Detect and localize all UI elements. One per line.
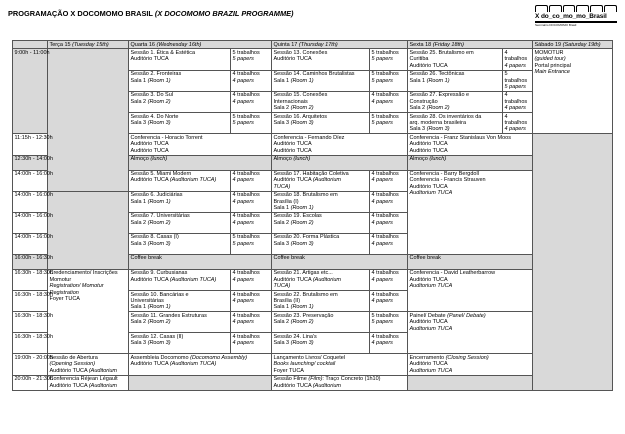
session-cell: Sessão 23. Preservação Sala 2 (Room 2) (272, 312, 370, 333)
time-cell: 16:30h - 18:30h (13, 333, 48, 354)
lunch-cell: Almoço (lunch) (272, 155, 408, 170)
table-row (13, 49, 613, 70)
session-cell: Sessão 17. Habitação Coletiva Auditório TUCA (Auditorium TUCA) (272, 170, 370, 191)
conference-cell: Conferencia - Barry Bergdoll Conferencia - Francis Strauven Auditório TUCA Auditorium TUCA (408, 170, 533, 254)
lunch-cell: Almoço (lunch) (408, 155, 533, 170)
session-cell: Sessão 9. Curbusianas Auditório TUCA (Auditorium TUCA) (129, 269, 231, 290)
session-cell: Sessão 6. Judiciárias Sala 1 (Room 1) (129, 191, 231, 212)
tuesday-empty-cell (48, 191, 129, 269)
time-cell: 9:00h - 11:00h (13, 49, 48, 134)
count-cell: 4 trabalhos 4 papers (503, 91, 533, 112)
count-cell: 4 trabalhos 4 papers (231, 333, 272, 354)
time-cell: 20:00h - 21:30h (13, 375, 48, 390)
count-cell: 4 trabalhos 4 papers (370, 333, 408, 354)
film-cell: Sessão Filme (Film): Traço Concreto (1h10) Auditório TUCA (Auditorium (272, 375, 408, 390)
count-cell: 4 trabalhos 4 papers (231, 191, 272, 212)
conference-cell: Conferencia - Fernando Díez Auditório TUCA Auditório TUCA (272, 134, 408, 155)
conference-cell: Conferencia - Franz Stanislaus Von Moos Auditório TUCA Auditório TUCA (408, 134, 533, 155)
table-row (13, 375, 613, 390)
time-cell: 19:00h - 20:00h (13, 354, 48, 375)
time-cell: 16:00h - 16:30h (13, 254, 48, 269)
count-cell: 4 trabalhos 4 papers (370, 291, 408, 312)
count-cell: 5 trabalhos 5 papers (231, 233, 272, 254)
count-cell: 4 trabalhos 4 papers (503, 49, 533, 70)
session-cell: Sessão 13. Conexões Auditório TUCA (272, 49, 370, 70)
session-cell: Sessão 20. Forma Plástica Sala 3 (Room 3) (272, 233, 370, 254)
session-cell: Sessão 11. Grandes Estruturas Sala 2 (Room 2) (129, 312, 231, 333)
session-cell: Sessão 21. Artigas etc... Auditório TUCA (Auditorium TUCA) (272, 269, 370, 290)
count-cell: 4 trabalhos 4 papers (231, 91, 272, 112)
session-cell: Sessão 7. Universitárias Sala 2 (Room 2) (129, 212, 231, 233)
count-cell: 4 trabalhos 4 papers (370, 91, 408, 112)
day-header-wed: Quarta 16 (Wednesday 16th) (129, 41, 272, 49)
session-cell: Sessão 5. Miami Modern Auditório TUCA (Auditorium TUCA) (129, 170, 231, 191)
count-cell: 5 trabalhos 5 papers (370, 49, 408, 70)
day-header-row (13, 41, 613, 49)
session-cell: Sessão 28. Os inventários da arq. moderna brasileira Sala 3 (Room 3) (408, 113, 503, 134)
tuesday-empty-cell (48, 49, 129, 191)
session-cell: Sessão 14. Caminhos Brutalistas Sala 1 (Room 1) (272, 70, 370, 91)
corner-cell (13, 41, 48, 49)
session-cell: Sessão 8. Casas (I) Sala 3 (Room 3) (129, 233, 231, 254)
count-cell: 4 trabalhos 4 papers (231, 70, 272, 91)
table-row (13, 354, 613, 375)
debate-cell: Painel/ Debate (Panel/ Debate) Auditório TUCA Auditorium TUCA (408, 312, 533, 354)
logo-word: X do_co_mo_mo_Brasil (535, 13, 607, 20)
session-cell: Sessão 10. Bancárias e Universitárias Sala 1 (Room 1) (129, 291, 231, 312)
count-cell: 4 trabalhos 4 papers (503, 113, 533, 134)
day-header-thu: Quinta 17 (Thursday 17th) (272, 41, 408, 49)
count-cell: 4 trabalhos 4 papers (231, 312, 272, 333)
logo-columns (535, 5, 617, 12)
title-english: (X DOCOMOMO BRAZIL PROGRAMME) (154, 9, 294, 18)
count-cell: 4 trabalhos 4 papers (231, 269, 272, 290)
time-cell: 12:30h - 14:00h (13, 155, 48, 170)
count-cell: 4 trabalhos 4 papers (231, 170, 272, 191)
momotur-cell: MOMOTUR (guided tour) Portal principal Main Entrance (533, 49, 613, 134)
count-cell: 4 trabalhos 4 papers (370, 233, 408, 254)
session-cell: Sessão 24. Lina's Sala 3 (Room 3) (272, 333, 370, 354)
table-row (13, 269, 613, 290)
count-cell: 5 trabalhos 5 papers (231, 113, 272, 134)
time-cell: 16:30h - 18:30h (13, 269, 48, 290)
opening-cell: Sessão de Abertura (Opening Session) Auditório TUCA (Auditorium (48, 354, 129, 375)
time-cell: 16:30h - 18:30h (13, 312, 48, 333)
coffee-cell: Coffee break (408, 254, 533, 269)
count-cell: 4 trabalhos 4 papers (370, 191, 408, 212)
coffee-cell: Coffee break (129, 254, 272, 269)
time-cell: 14:00h - 16:00h (13, 170, 48, 191)
session-cell: Sessão 25. Brutalismo em Curitiba Auditório TUCA (408, 49, 503, 70)
session-cell: Sessão 1. Ética & Estética Auditório TUCA (129, 49, 231, 70)
count-cell: 5 trabalhos 5 papers (231, 49, 272, 70)
count-cell: 5 trabalhos 5 papers (370, 312, 408, 333)
time-cell: 11:15h - 12:30h (13, 134, 48, 155)
day-header-fri: Sexta 18 (Friday 18th) (408, 41, 533, 49)
count-cell: 5 trabalhos 5 papers (370, 113, 408, 134)
time-cell: 14:00h - 16:00h (13, 212, 48, 233)
session-cell: Sessão 19. Escolas Sala 2 (Room 2) (272, 212, 370, 233)
count-cell: 4 trabalhos 4 papers (370, 269, 408, 290)
count-cell: 5 trabalhos 5 papers (503, 70, 533, 91)
conference-cell: Conferencia - David Leatherbarrow Auditório TUCA Auditorium TUCA (408, 269, 533, 311)
lunch-cell: Almoço (lunch) (129, 155, 272, 170)
session-cell: Sessão 26. Tectônicas Sala 1 (Room 1) (408, 70, 503, 91)
session-cell: Sessão 2. Fronteiras Sala 1 (Room 1) (129, 70, 231, 91)
coffee-cell: Coffee break (272, 254, 408, 269)
session-cell: Sessão 27. Expressão e Construção Sala 2 (Room 2) (408, 91, 503, 112)
conference-cell: Conferencia - Horacio Torrent Auditório TUCA Auditório TUCA (129, 134, 272, 155)
docomomo-logo (535, 5, 617, 35)
session-cell: Sessão 15. Conexões Internacionais Sala 2 (Room 2) (272, 91, 370, 112)
title-main: PROGRAMAÇÃO X DOCOMOMO BRASIL (8, 9, 153, 18)
count-cell: 4 trabalhos 4 papers (370, 212, 408, 233)
friday-empty-cell (408, 375, 533, 390)
page-title (8, 9, 294, 18)
count-cell: 4 trabalhos 4 papers (370, 170, 408, 191)
time-cell: 14:00h - 16:00h (13, 191, 48, 212)
session-cell: Sessão 22. Brutalismo em Brasília (II) Sala 1 (Room 1) (272, 291, 370, 312)
day-header-sat: Sábado 19 (Saturday 19th) (533, 41, 613, 49)
count-cell: 4 trabalhos 4 papers (231, 212, 272, 233)
session-cell: Sessão 16. Arquitetos Sala 3 (Room 3) (272, 113, 370, 134)
closing-cell: Encerramento (Closing Session) Auditório TUCA Auditorium TUCA (408, 354, 533, 375)
launch-cell: Lançamento Livros/ Coquetel Books launching/ cocktail Foyer TUCA (272, 354, 408, 375)
schedule-table (12, 40, 613, 391)
time-cell: 16:30h - 18:30h (13, 291, 48, 312)
registration-cell: Credenciamento/ Inscrições Momotur Registration/ Momotur Registration Foyer TUCA (48, 269, 129, 353)
count-cell: 4 trabalhos 4 papers (231, 291, 272, 312)
session-cell: Sessão 4. Do Norte Sala 3 (Room 3) (129, 113, 231, 134)
wednesday-empty-cell (129, 375, 272, 390)
day-header-tue: Terça 15 (Tuesday 15th) (48, 41, 129, 49)
count-cell: 5 trabalhos 5 papers (370, 70, 408, 91)
conference-cell: Conferencia Réjean Légault Auditório TUCA (Auditorium (48, 375, 129, 390)
time-cell: 14:00h - 16:00h (13, 233, 48, 254)
logo-small-text: Seminário DOCOMOMO Brasil (535, 23, 577, 27)
session-cell: Sessão 12. Casas (II) Sala 3 (Room 3) (129, 333, 231, 354)
assembly-cell: Assembleia Docomomo (Docomomo Assembly) Auditório TUCA (Auditorium TUCA) (129, 354, 272, 375)
session-cell: Sessão 3. Do Sul Sala 2 (Room 2) (129, 91, 231, 112)
saturday-empty-cell (533, 134, 613, 390)
session-cell: Sessão 18. Brutalismo em Brasília (I) Sala 1 (Room 1) (272, 191, 370, 212)
